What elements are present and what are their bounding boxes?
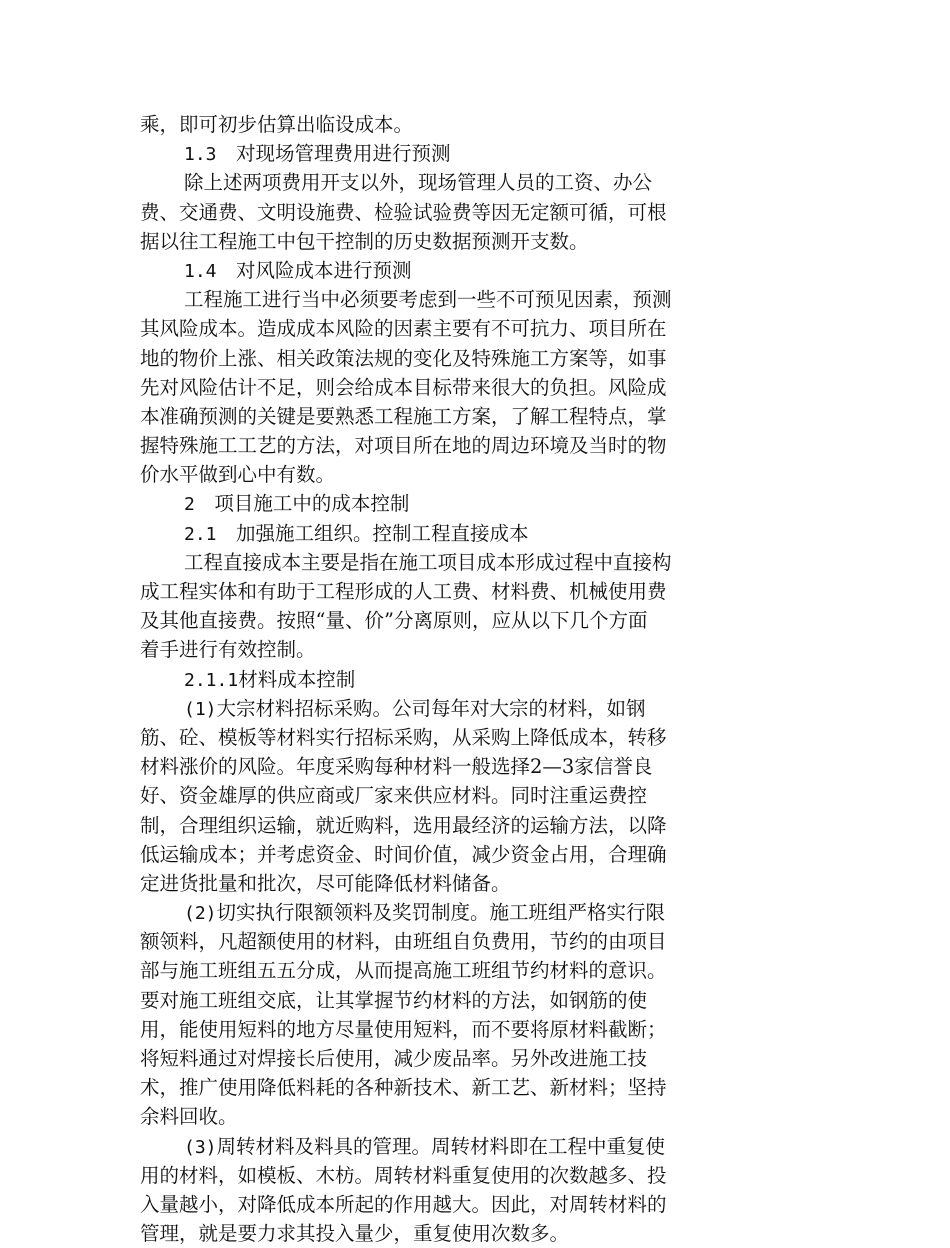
line-text: 对风险成本进行预测 <box>216 258 412 282</box>
line-text: 加强施工组织。控制工程直接成本 <box>216 521 529 545</box>
line-text: 本准确预测的关键是要熟悉工程施工方案，了解工程特点，掌 <box>140 404 667 428</box>
text-line <box>140 635 730 664</box>
text-line <box>140 1190 730 1219</box>
section-number: 2.1.1 <box>184 669 239 691</box>
text-line <box>140 110 730 139</box>
text-line <box>140 1073 730 1102</box>
text-line <box>140 781 730 810</box>
line-text: 价水平做到心中有数。 <box>140 463 336 487</box>
text-line <box>140 402 730 431</box>
text-line <box>140 869 730 898</box>
text-line <box>140 606 730 635</box>
text-line <box>140 285 730 314</box>
text-line <box>140 577 730 606</box>
line-text: 项目施工中的成本控制 <box>194 492 410 516</box>
text-line <box>140 431 730 460</box>
line-text: 制，合理组织运输，就近购料，选用最经济的运输方法，以降 <box>140 813 667 837</box>
line-text: 用，能使用短料的地方尽量使用短料，而不要将原材料截断； <box>140 1017 667 1041</box>
text-line <box>140 227 730 256</box>
text-line <box>140 840 730 869</box>
line-text: 筋、砼、模板等材料实行招标采购，从采购上降低成本，转移 <box>140 725 667 749</box>
section-number: 2 <box>184 494 195 516</box>
line-text: 额领料，凡超额使用的材料，由班组自负费用，节约的由项目 <box>140 930 667 954</box>
text-line <box>140 956 730 985</box>
line-text: 及其他直接费。按照“量、价”分离原则，应从以下几个方面 <box>140 609 648 633</box>
line-text: 其风险成本。造成成本风险的因素主要有不可抗力、项目所在 <box>140 317 667 341</box>
text-line <box>140 198 730 227</box>
line-text: 费、交通费、文明设施费、检验试验费等因无定额可循，可根 <box>140 200 667 224</box>
line-text: 入量越小，对降低成本所起的作用越大。因此，对周转材料的 <box>140 1192 667 1216</box>
line-text: 乘，即可初步估算出临设成本。 <box>140 113 414 136</box>
line-text: 对现场管理费用进行预测 <box>216 142 451 166</box>
line-text: 材料成本控制 <box>238 667 356 691</box>
text-line <box>140 1102 730 1131</box>
line-text: 地的物价上涨、相关政策法规的变化及特殊施工方案等，如事 <box>140 346 667 370</box>
line-text: 据以往工程施工中包干控制的历史数据预测开支数。 <box>140 229 589 253</box>
line-text: 要对施工班组交底，让其掌握节约材料的方法，如钢筋的使 <box>140 988 648 1012</box>
text-line <box>140 373 730 402</box>
line-text: 定进货批量和批次，尽可能降低材料储备。 <box>140 871 511 895</box>
line-text: 除上述两项费用开支以外，现场管理人员的工资、办公 <box>184 171 653 195</box>
document-body <box>140 110 730 1248</box>
line-text: 工程施工进行当中必须要考虑到一些不可预见因素，预测 <box>184 288 672 312</box>
text-line <box>140 811 730 840</box>
text-line <box>140 460 730 489</box>
line-text: 好、资金雄厚的供应商或厂家来供应材料。同时注重运费控 <box>140 784 648 808</box>
line-text: 着手进行有效控制。 <box>140 638 316 662</box>
text-line <box>140 1015 730 1044</box>
section-number: 2.1 <box>184 523 217 545</box>
line-text: 成工程实体和有助于工程形成的人工费、材料费、机械使用费 <box>140 580 667 603</box>
line-text: 周转材料及料具的管理。周转材料即在工程中重复使 <box>216 1134 666 1158</box>
text-line <box>140 168 730 197</box>
line-text: 管理，就是要力求其投入量少，重复使用次数多。 <box>140 1222 570 1246</box>
line-text: 余料回收。 <box>140 1105 238 1129</box>
text-line <box>140 344 730 373</box>
line-text: 先对风险估计不足，则会给成本目标带来很大的负担。风险成 <box>140 375 667 399</box>
text-line <box>140 1161 730 1190</box>
line-text: 部与施工班组五五分成，从而提高施工班组节约材料的意识。 <box>140 959 667 983</box>
text-line <box>140 139 730 168</box>
text-line <box>140 752 730 781</box>
text-line <box>140 1219 730 1248</box>
line-text: 低运输成本；并考虑资金、时间价值，减少资金占用，合理确 <box>140 842 667 866</box>
text-line <box>140 1044 730 1073</box>
line-text: 工程直接成本主要是指在施工项目成本形成过程中直接构 <box>184 550 672 574</box>
text-line <box>140 898 730 927</box>
text-line <box>140 723 730 752</box>
line-text: 材料涨价的风险。年度采购每种材料一般选择2—3家信誉良 <box>140 755 653 779</box>
text-line <box>140 1132 730 1161</box>
section-number: (1) <box>184 698 217 720</box>
text-line <box>140 489 730 518</box>
text-line <box>140 986 730 1015</box>
line-text: 术，推广使用降低料耗的各种新技术、新工艺、新材料；坚持 <box>140 1076 667 1100</box>
line-text: 握特殊施工工艺的方法，对项目所在地的周边环境及当时的物 <box>140 434 667 458</box>
line-text: 切实执行限额领料及奖罚制度。施工班组严格实行限 <box>216 901 666 925</box>
text-line <box>140 519 730 548</box>
line-text: 大宗材料招标采购。公司每年对大宗的材料，如钢 <box>216 696 646 720</box>
text-line <box>140 314 730 343</box>
line-text: 用的材料，如模板、木枋。周转材料重复使用的次数越多、投 <box>140 1163 667 1187</box>
section-number: 1.3 <box>184 144 217 166</box>
section-number: (3) <box>184 1136 217 1158</box>
section-number: 1.4 <box>184 260 217 282</box>
text-line <box>140 694 730 723</box>
text-line <box>140 665 730 694</box>
text-line <box>140 256 730 285</box>
text-line <box>140 548 730 577</box>
text-line <box>140 927 730 956</box>
line-text: 将短料通过对焊接长后使用，减少废品率。另外改进施工技 <box>140 1047 648 1070</box>
section-number: (2) <box>184 903 217 925</box>
